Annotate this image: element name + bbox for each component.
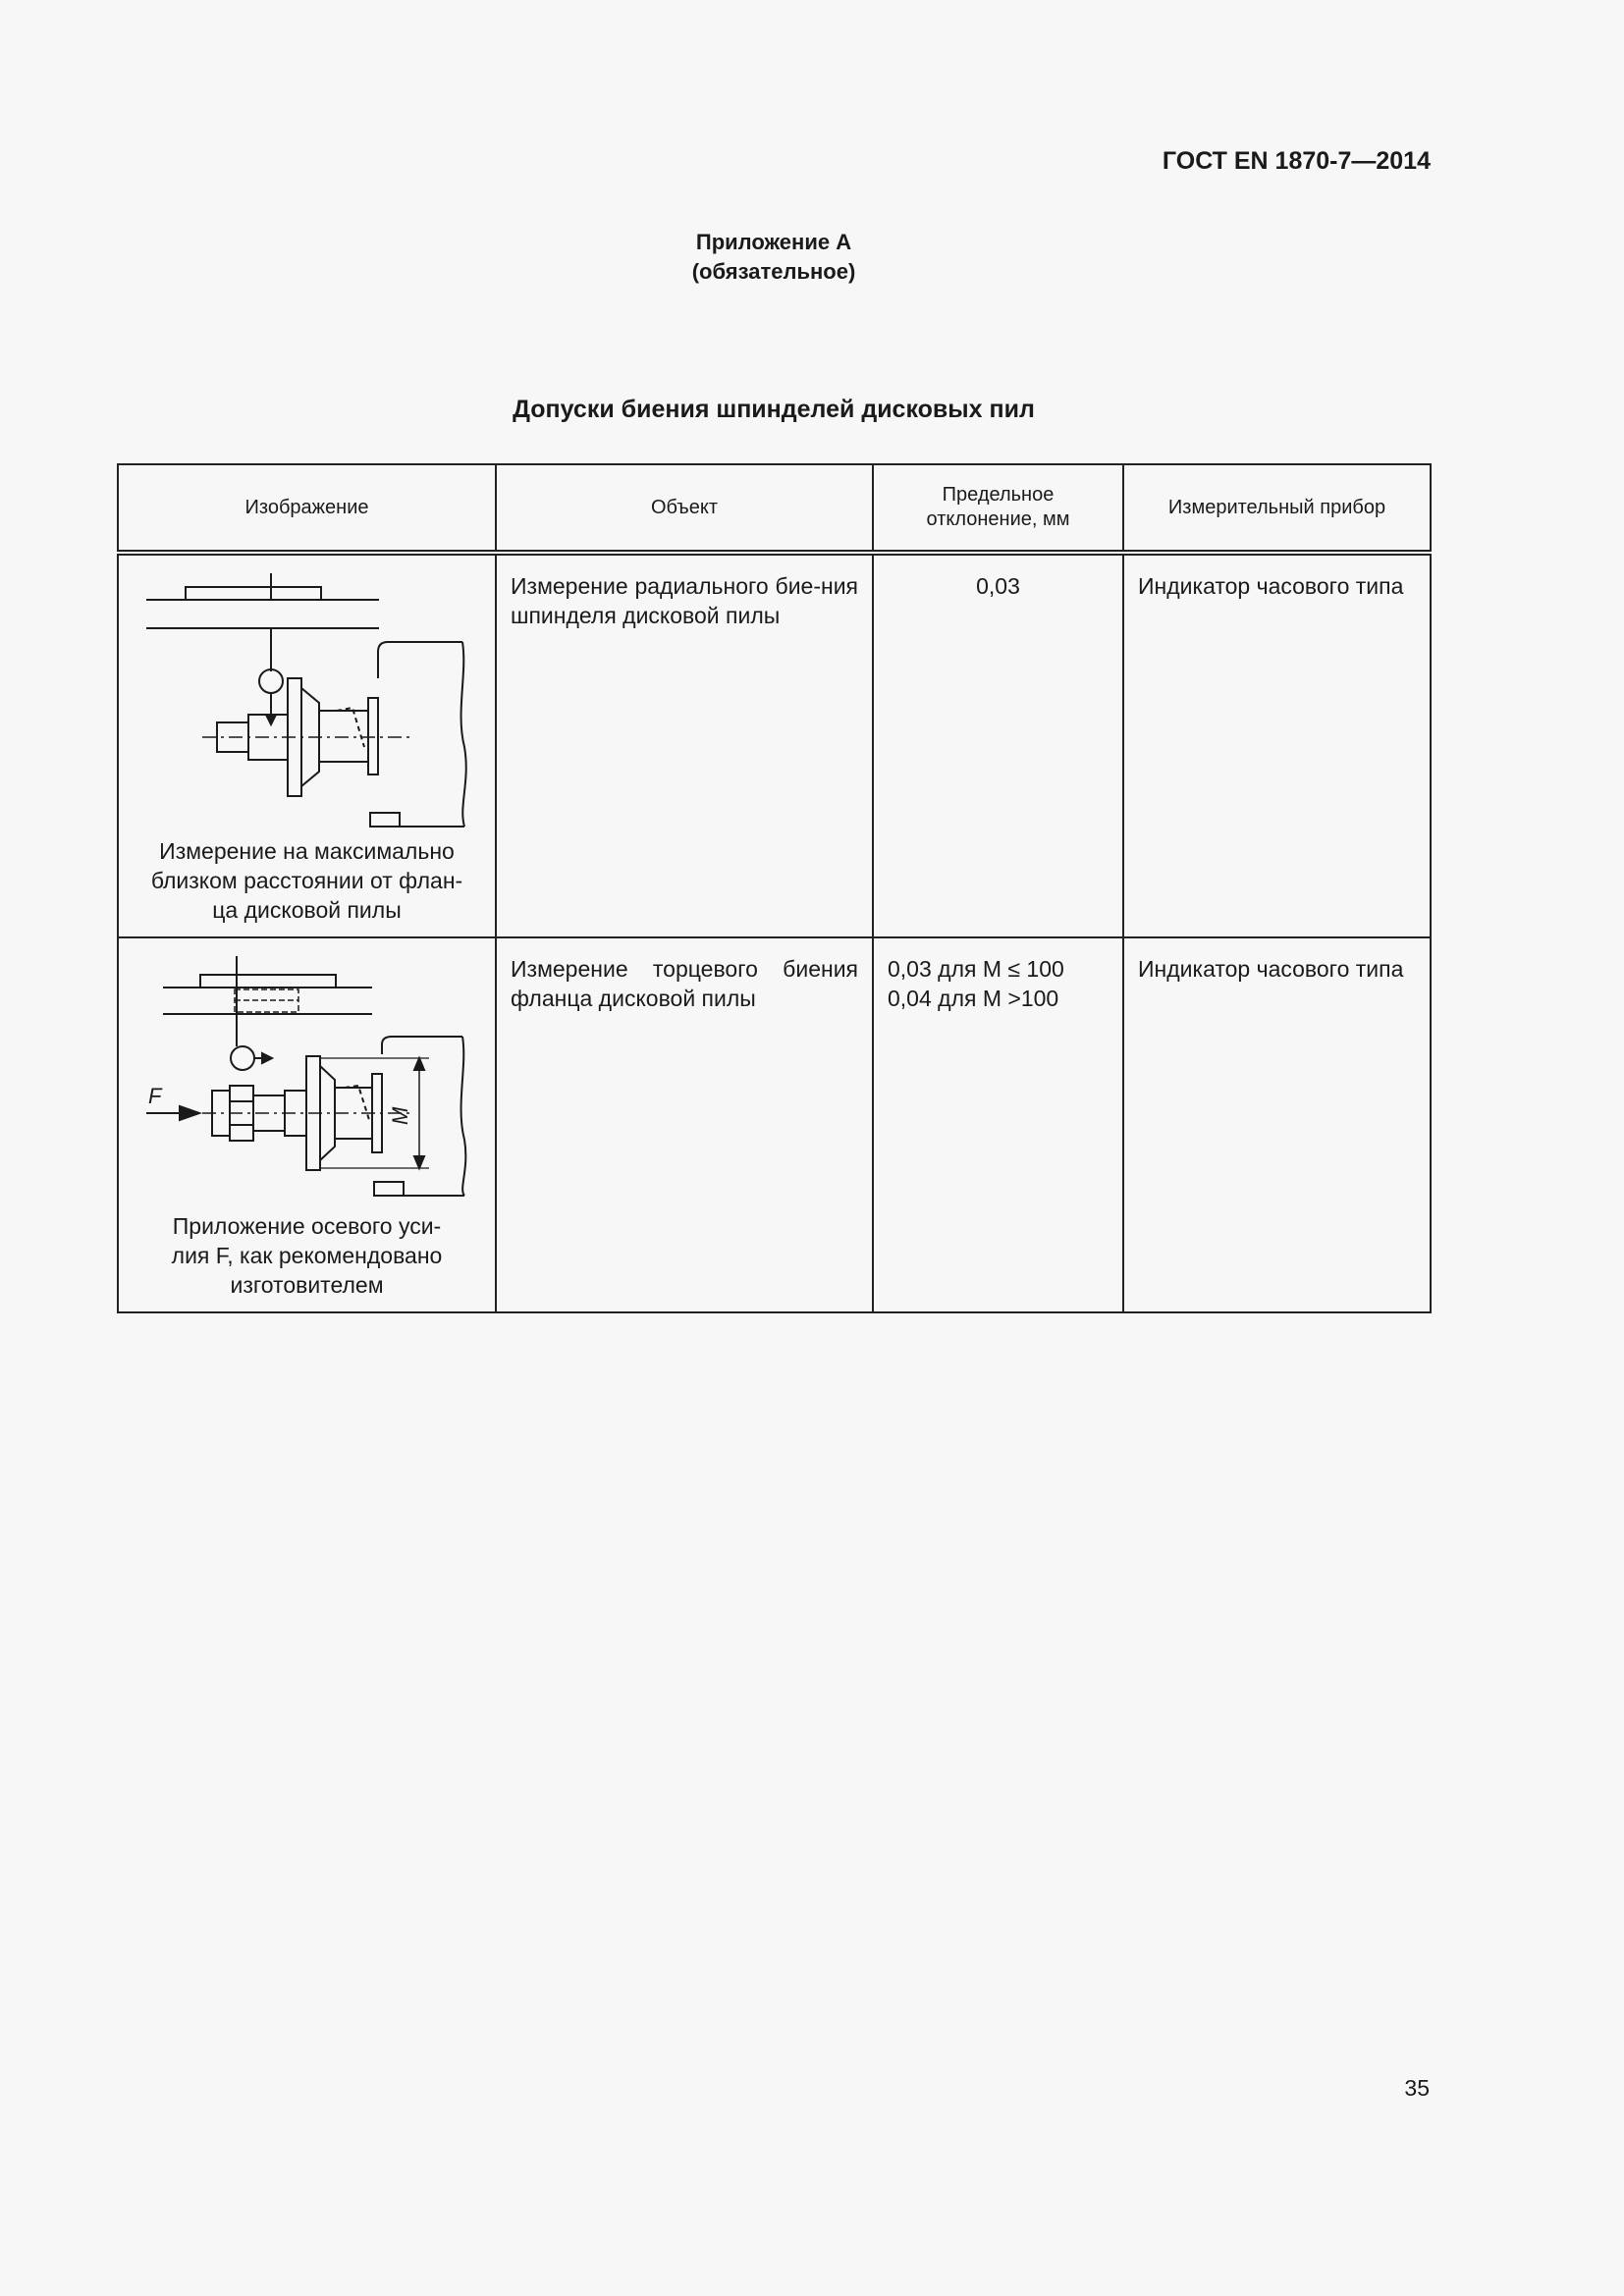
image-cell — [118, 553, 496, 937]
annex-title: Приложение А — [695, 230, 852, 254]
image-caption — [119, 836, 495, 925]
deviation-value: 0,03 — [976, 573, 1020, 599]
caption-line: ца дисковой пилы — [212, 897, 402, 923]
table-title: Допуски биения шпинделей дисковых пил — [513, 396, 1035, 423]
annex-status: (обязательное) — [691, 259, 856, 284]
deviation-value: 0,04 для M >100 — [888, 986, 1059, 1011]
image-caption — [119, 1211, 495, 1300]
header-deviation-line2: отклонение, мм — [926, 508, 1070, 530]
force-label: F — [148, 1084, 162, 1108]
page-number: 35 — [1404, 2075, 1430, 2101]
document-code: ГОСТ EN 1870-7—2014 — [1162, 147, 1431, 175]
caption-line: близком расстоянии от флан- — [150, 868, 463, 893]
header-object: Объект — [496, 464, 873, 553]
object-cell: Измерение торцевого биения фланца дисковой пилы — [496, 937, 873, 1312]
header-image: Изображение — [118, 464, 496, 553]
caption-line: изготовителем — [230, 1272, 384, 1298]
header-instrument: Измерительный прибор — [1123, 464, 1431, 553]
instrument-cell: Индикатор часового типа — [1123, 553, 1431, 937]
image-cell — [118, 937, 496, 1312]
instrument-cell: Индикатор часового типа — [1123, 937, 1431, 1312]
caption-line: Приложение осевого уси- — [172, 1213, 442, 1239]
table-row — [118, 937, 1431, 1312]
deviation-value: 0,03 для M ≤ 100 — [888, 956, 1064, 982]
table-header-row — [118, 464, 1431, 553]
table-row — [118, 553, 1431, 937]
caption-line: Измерение на максимально — [159, 838, 455, 864]
header-deviation — [873, 464, 1123, 553]
tolerance-table — [117, 463, 1432, 1313]
deviation-cell — [873, 553, 1123, 937]
dimension-label: M — [388, 1106, 412, 1125]
caption-line: лия F, как рекомендовано — [171, 1243, 443, 1268]
object-cell: Измерение радиального бие-ния шпинделя дисковой пилы — [496, 553, 873, 937]
deviation-cell — [873, 937, 1123, 1312]
annex-heading — [0, 228, 1547, 287]
header-deviation-line1: Предельное — [942, 484, 1055, 506]
